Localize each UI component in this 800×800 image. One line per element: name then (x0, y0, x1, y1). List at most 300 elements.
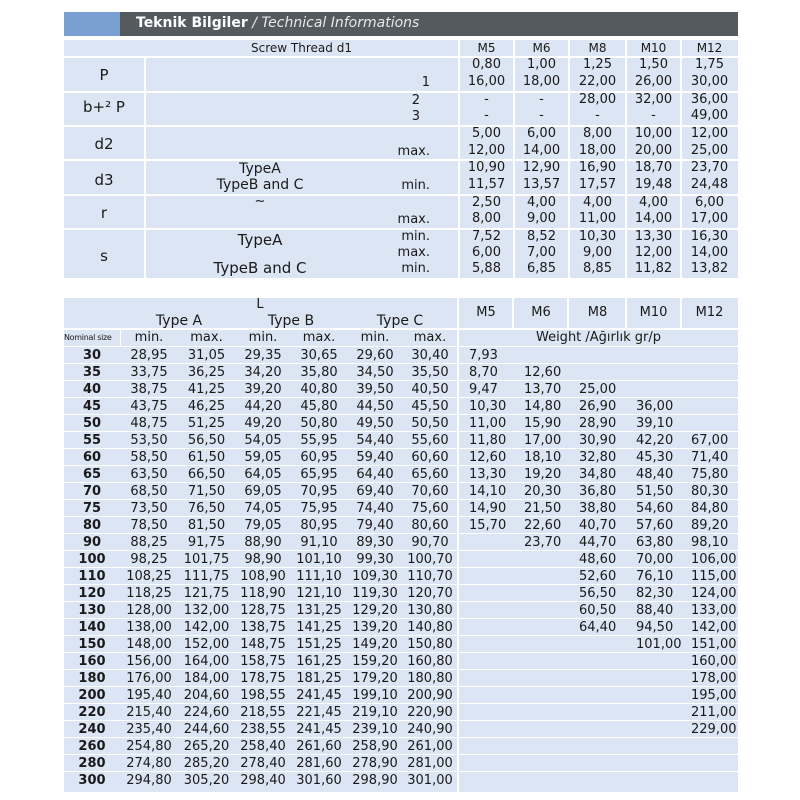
weight-value (636, 772, 681, 789)
length-value: 198,55 (240, 688, 286, 703)
length-value: 79,05 (244, 518, 282, 533)
length-value: 156,00 (126, 654, 172, 669)
weight-value: 44,70 (579, 535, 617, 550)
length-value: 218,55 (240, 705, 286, 720)
length-value: 91,10 (300, 535, 338, 550)
length-value: 98,90 (244, 552, 282, 567)
weight-value (579, 687, 626, 704)
length-value: 150,80 (407, 637, 453, 652)
type-b-header: Type B (267, 313, 315, 329)
minmax-label: min. (248, 330, 278, 345)
weight-value: 70,00 (636, 552, 674, 567)
header-title (136, 15, 419, 31)
length-value: 301,60 (296, 773, 342, 788)
spec-value: 18,70 (634, 160, 673, 175)
weight-value: 115,00 (691, 569, 737, 584)
weight-value (469, 653, 513, 670)
length-value: 110,70 (407, 569, 453, 584)
length-value: 50,50 (411, 416, 449, 431)
weight-value: 67,00 (691, 433, 729, 448)
spec-value: 12,00 (467, 143, 506, 158)
spec-value: 13,30 (634, 229, 673, 244)
weight-value (579, 636, 626, 653)
length-value: 148,00 (126, 637, 172, 652)
minmax-label: max. (413, 330, 447, 345)
nominal-size: 150 (78, 637, 106, 652)
spec-value: 6,00 (527, 126, 556, 141)
spec-value: 30,00 (690, 74, 729, 89)
length-value: 121,10 (296, 586, 342, 601)
spec-value: 22,00 (578, 74, 617, 89)
weight-value: 36,00 (636, 399, 674, 414)
length-value: 31,05 (187, 348, 226, 363)
spec-value: 14,00 (690, 245, 729, 260)
b-sub1: 2 (411, 93, 420, 108)
weight-value (524, 568, 568, 585)
param-b: b+² P (83, 98, 125, 116)
spec-value: 4,00 (639, 195, 668, 210)
weight-value: 11,00 (469, 416, 507, 431)
size-header: M12 (695, 305, 724, 320)
spec-value: 32,00 (634, 92, 673, 107)
spec-value: 1,75 (695, 57, 724, 72)
length-value: 75,95 (300, 501, 338, 516)
length-value: 79,40 (356, 518, 394, 533)
length-value: 179,20 (352, 671, 398, 686)
length-value: 70,95 (300, 484, 338, 499)
spec-value: 14,00 (634, 211, 673, 226)
length-value: 131,25 (296, 603, 342, 618)
param-d2: d2 (94, 135, 114, 153)
size-header: M6 (532, 41, 551, 55)
nominal-size: 40 (82, 382, 102, 397)
spec-value: 10,30 (578, 229, 617, 244)
spec-value: 1,25 (583, 57, 612, 72)
weight-value: 10,30 (469, 399, 507, 414)
weight-value (469, 755, 513, 772)
length-value: 164,00 (183, 654, 230, 669)
length-value: 53,50 (130, 433, 168, 448)
weight-value (469, 551, 513, 568)
l-label: L (256, 297, 264, 312)
spec-value: 4,00 (583, 195, 612, 210)
header-accent (64, 12, 120, 36)
nominal-size: 130 (78, 603, 106, 618)
length-value: 278,90 (352, 756, 398, 771)
weight-value (579, 721, 626, 738)
length-value: 149,20 (352, 637, 398, 652)
weight-value: 26,90 (579, 399, 617, 414)
weight-value: 45,30 (636, 450, 674, 465)
length-value: 285,20 (183, 756, 230, 771)
weight-value (636, 687, 681, 704)
length-value: 254,80 (126, 739, 172, 754)
length-value: 294,80 (126, 773, 172, 788)
spec-value: 14,00 (522, 143, 561, 158)
spec-value: 6,00 (695, 195, 724, 210)
length-value: 90,70 (411, 535, 449, 550)
weight-value (469, 772, 513, 789)
size-header: M8 (588, 41, 607, 55)
nominal-size: 160 (78, 654, 106, 669)
length-value: 74,05 (244, 501, 282, 516)
weight-value (579, 364, 626, 381)
length-value: 41,25 (187, 382, 226, 397)
spec-value: 11,00 (578, 211, 617, 226)
length-value: 59,40 (356, 450, 394, 465)
weight-value: 21,50 (524, 501, 562, 516)
weight-value (636, 755, 681, 772)
length-value: 48,75 (130, 416, 168, 431)
length-value: 81,50 (187, 518, 226, 533)
length-value: 59,05 (244, 450, 282, 465)
length-value: 78,50 (130, 518, 168, 533)
title-english: / Technical Informations (252, 15, 420, 31)
length-value: 55,95 (300, 433, 338, 448)
weight-value: 60,50 (579, 603, 617, 618)
length-value: 130,80 (407, 603, 453, 618)
spec-value: 10,00 (634, 126, 673, 141)
length-value: 305,20 (183, 773, 230, 788)
length-value: 119,30 (352, 586, 398, 601)
size-header: M10 (639, 305, 668, 320)
weight-value: 23,70 (524, 535, 562, 550)
length-value: 58,50 (130, 450, 168, 465)
length-value: 55,60 (411, 433, 449, 448)
length-value: 49,50 (356, 416, 394, 431)
weight-value: 57,60 (636, 518, 674, 533)
length-value: 111,75 (183, 569, 230, 584)
length-value: 176,00 (126, 671, 172, 686)
length-value: 29,35 (244, 348, 282, 363)
length-value: 60,95 (300, 450, 338, 465)
spec-value: 6,00 (472, 245, 501, 260)
length-value: 101,10 (296, 552, 342, 567)
spec-value: 7,52 (472, 229, 501, 244)
spec-value: 1,50 (639, 57, 668, 72)
r-sub: max. (397, 212, 430, 227)
spec-value: 49,00 (690, 108, 729, 123)
length-value: 98,25 (130, 552, 168, 567)
length-value: 139,20 (352, 620, 398, 635)
length-value: 36,25 (187, 365, 226, 380)
length-value: 71,50 (187, 484, 226, 499)
length-value: 69,40 (356, 484, 394, 499)
length-value: 61,50 (187, 450, 226, 465)
weight-value (636, 347, 681, 364)
length-value: 44,20 (244, 399, 282, 414)
length-value: 45,80 (300, 399, 338, 414)
length-value: 28,95 (130, 348, 168, 363)
weight-value: 64,40 (579, 620, 617, 635)
weight-value (636, 704, 681, 721)
weight-value: 80,30 (691, 484, 729, 499)
weight-value: 151,00 (691, 637, 737, 652)
length-value: 35,80 (300, 365, 338, 380)
length-value: 281,00 (407, 756, 453, 771)
nominal-size: 260 (78, 739, 106, 754)
length-value: 89,30 (356, 535, 394, 550)
length-value: 64,05 (244, 467, 282, 482)
length-value: 160,80 (407, 654, 453, 669)
length-value: 56,50 (187, 433, 226, 448)
spec-value: 23,70 (690, 160, 729, 175)
length-value: 240,90 (407, 722, 453, 737)
nominal-size: 120 (78, 586, 106, 601)
length-value: 70,60 (411, 484, 449, 499)
weight-value: 229,00 (691, 722, 737, 737)
spec-value: 12,00 (634, 245, 673, 260)
nominal-size: 75 (82, 501, 102, 516)
size-header: M10 (640, 41, 667, 55)
spec-value: 28,00 (578, 92, 617, 107)
weight-value (524, 687, 568, 704)
length-value: 274,80 (126, 756, 172, 771)
weight-value (524, 670, 568, 687)
size-header: M12 (696, 41, 723, 55)
weight-value (469, 636, 513, 653)
weight-value (524, 347, 568, 364)
length-value: 40,50 (411, 382, 449, 397)
length-value: 128,75 (240, 603, 286, 618)
spec-value: 10,90 (467, 160, 506, 175)
weight-value: 101,00 (636, 637, 682, 652)
spec-value: - (595, 108, 600, 123)
weight-value (524, 755, 568, 772)
length-value: 184,00 (183, 671, 230, 686)
spec-value: 20,00 (634, 143, 673, 158)
weight-value (524, 619, 568, 636)
weight-value (691, 398, 738, 415)
length-value: 128,00 (126, 603, 172, 618)
weight-value: 20,30 (524, 484, 562, 499)
length-value: 54,05 (244, 433, 282, 448)
weight-value (469, 738, 513, 755)
weight-value (469, 721, 513, 738)
weight-value: 42,20 (636, 433, 674, 448)
weight-value: 160,00 (691, 654, 737, 669)
weight-value: 89,20 (691, 518, 729, 533)
spec-value: 13,82 (690, 261, 729, 276)
length-value: 281,60 (296, 756, 342, 771)
weight-value (691, 381, 738, 398)
spec-value: 7,00 (527, 245, 556, 260)
length-value: 51,25 (187, 416, 226, 431)
nominal-size: 50 (82, 416, 102, 431)
spec-value: 17,00 (690, 211, 729, 226)
length-value: 148,75 (240, 637, 286, 652)
param-r: r (100, 204, 108, 222)
weight-value: 75,80 (691, 467, 729, 482)
length-value: 54,40 (356, 433, 394, 448)
spec-value: 11,57 (467, 177, 506, 192)
weight-value (691, 755, 738, 772)
spec-value: 26,00 (634, 74, 673, 89)
length-value: 30,40 (411, 348, 449, 363)
weight-value: 28,90 (579, 416, 617, 431)
length-value: 108,25 (126, 569, 172, 584)
spec-value: 5,88 (472, 261, 501, 276)
weight-label: Weight /Ağırlık gr/p (535, 330, 662, 345)
p-sub: 1 (421, 75, 430, 90)
weight-value (691, 364, 738, 381)
spec-value: 9,00 (527, 211, 556, 226)
weight-value (579, 772, 626, 789)
title-turkish: Teknik Bilgiler (136, 15, 248, 31)
weight-value: 178,00 (691, 671, 737, 686)
length-value: 35,50 (411, 365, 449, 380)
length-value: 142,00 (183, 620, 230, 635)
minmax-label: min. (360, 330, 390, 345)
weight-value (636, 670, 681, 687)
spec-value: 13,57 (522, 177, 561, 192)
s-typeA: TypeA (237, 231, 283, 249)
weight-value: 14,80 (524, 399, 562, 414)
weight-value: 124,00 (691, 586, 737, 601)
length-value: 65,60 (411, 467, 449, 482)
weight-value (469, 602, 513, 619)
length-value: 219,10 (352, 705, 398, 720)
length-value: 121,75 (183, 586, 230, 601)
length-value: 161,25 (296, 654, 342, 669)
length-value: 178,75 (240, 671, 286, 686)
b-sub2: 3 (411, 109, 420, 124)
spec-value: - (484, 108, 489, 123)
weight-value (469, 568, 513, 585)
nominal-size: 240 (78, 722, 106, 737)
length-value: 33,75 (130, 365, 168, 380)
weight-value: 13,30 (469, 467, 507, 482)
weight-value: 38,80 (579, 501, 617, 516)
length-value: 91,75 (187, 535, 226, 550)
d3-typeA: TypeA (239, 161, 281, 177)
weight-value: 25,00 (579, 382, 617, 397)
length-value: 30,65 (300, 348, 338, 363)
length-value: 224,60 (183, 705, 230, 720)
nominal-size: 180 (78, 671, 106, 686)
weight-value: 14,90 (469, 501, 507, 516)
weight-value (524, 721, 568, 738)
length-value: 138,00 (126, 620, 172, 635)
weight-value (524, 738, 568, 755)
weight-value (469, 619, 513, 636)
nominal-size: 60 (82, 450, 102, 465)
weight-value: 22,60 (524, 518, 562, 533)
length-value: 239,10 (352, 722, 398, 737)
nominal-size: 110 (78, 569, 106, 584)
d2-sub: max. (397, 144, 430, 159)
length-value: 199,10 (352, 688, 398, 703)
spec-value: 0,80 (472, 57, 501, 72)
weight-value: 48,60 (579, 552, 617, 567)
weight-value (524, 653, 568, 670)
weight-value: 54,60 (636, 501, 674, 516)
minmax-label: max. (302, 330, 336, 345)
weight-value: 30,90 (579, 433, 617, 448)
spec-value: 8,00 (472, 211, 501, 226)
type-a-header: Type A (155, 313, 203, 329)
weight-value: 39,10 (636, 416, 674, 431)
col-divider (144, 56, 146, 278)
nominal-size: 300 (78, 773, 106, 788)
nominal-size: 280 (78, 756, 106, 771)
nominal-size: 35 (82, 365, 102, 380)
weight-value (691, 738, 738, 755)
spec-value: 2,50 (472, 195, 501, 210)
weight-value: 36,80 (579, 484, 617, 499)
weight-value (524, 772, 568, 789)
weight-value: 48,40 (636, 467, 674, 482)
length-value: 158,75 (240, 654, 286, 669)
length-value: 159,20 (352, 654, 398, 669)
spec-value: 1,00 (527, 57, 556, 72)
spec-value: 8,00 (583, 126, 612, 141)
spec-value: 12,00 (690, 126, 729, 141)
weight-value: 13,70 (524, 382, 562, 397)
length-value: 118,25 (126, 586, 172, 601)
length-value: 111,10 (296, 569, 342, 584)
screw-thread-label: Screw Thread d1 (251, 41, 352, 55)
spec-value: 4,00 (527, 195, 556, 210)
weight-value: 142,00 (691, 620, 737, 635)
length-value: 298,40 (240, 773, 286, 788)
weight-value: 9,47 (469, 382, 498, 397)
s-sub2: max. (397, 245, 430, 260)
length-value: 46,25 (187, 399, 226, 414)
nominal-size: 65 (82, 467, 102, 482)
spec-value: 9,00 (583, 245, 612, 260)
length-value: 301,00 (407, 773, 453, 788)
length-value: 140,80 (407, 620, 453, 635)
weight-value (691, 772, 738, 789)
length-value: 220,90 (407, 705, 453, 720)
param-p: P (99, 66, 109, 84)
length-value: 221,45 (296, 705, 342, 720)
nominal-size: 100 (78, 552, 106, 567)
length-value: 141,25 (296, 620, 342, 635)
weight-value: 88,40 (636, 603, 674, 618)
length-value: 65,95 (300, 467, 338, 482)
length-value: 29,60 (356, 348, 394, 363)
weight-value (691, 415, 738, 432)
length-value: 200,90 (407, 688, 453, 703)
weight-value: 195,00 (691, 688, 737, 703)
spec-value: 18,00 (578, 143, 617, 158)
length-value: 244,60 (183, 722, 230, 737)
weight-value (469, 585, 513, 602)
weight-value: 18,10 (524, 450, 562, 465)
length-value: 261,00 (407, 739, 453, 754)
weight-value (524, 585, 568, 602)
weight-value (524, 704, 568, 721)
weight-value (636, 364, 681, 381)
length-value: 129,20 (352, 603, 398, 618)
weight-value: 11,80 (469, 433, 507, 448)
spec-value: 24,48 (690, 177, 729, 192)
weight-value (691, 347, 738, 364)
weight-value (469, 687, 513, 704)
spec-value: 17,57 (578, 177, 617, 192)
nominal-size: 90 (82, 535, 102, 550)
weight-value: 56,50 (579, 586, 617, 601)
r-tilde: ~ (254, 194, 266, 209)
weight-value: 133,00 (691, 603, 737, 618)
d3-typeBC: TypeB and C (216, 177, 304, 193)
length-value: 63,50 (130, 467, 168, 482)
d3-sub: min. (401, 178, 430, 193)
weight-value: 17,00 (524, 433, 562, 448)
spec-value: 25,00 (690, 143, 729, 158)
